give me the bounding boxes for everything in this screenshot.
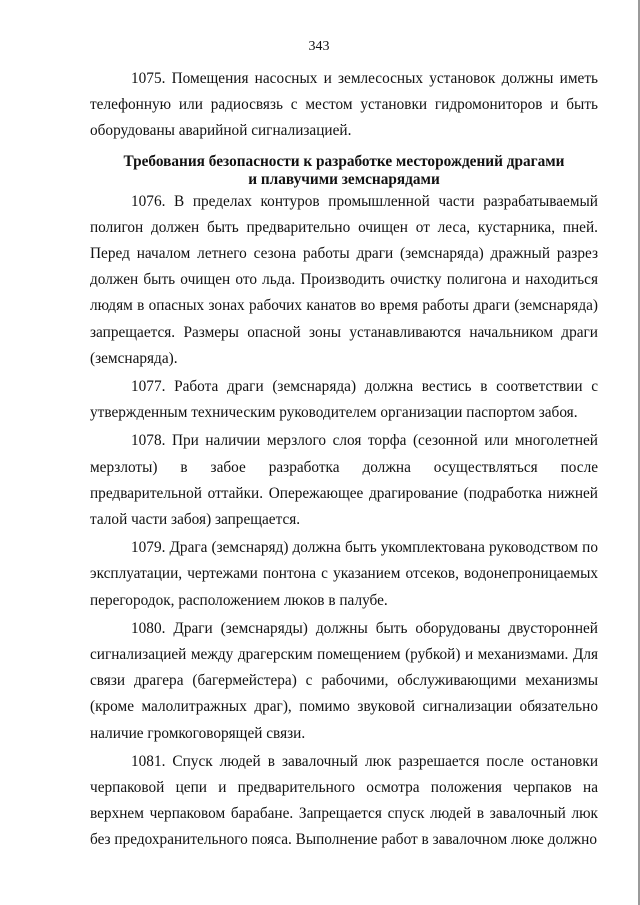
section-heading-line-2: и плавучими земснарядами: [248, 170, 440, 188]
paragraph-1077: 1077. Работа драги (земснаряда) должна вестись в соответствии с утвержденным техническим руководителем организации паспортом забоя.: [90, 378, 598, 422]
paragraph-1079: 1079. Драга (земснаряд) должна быть укомплектована руководством по эксплуатации, чертежами понтона с указанием отсеков, водонепроницаемых перегородок, расположением люков в палубе.: [90, 539, 598, 609]
section-heading: [90, 153, 598, 189]
paragraph-1076: 1076. В пределах контуров промышленной части разрабатываемый полигон должен быть предварительно очищен от леса, кустарника, пней. Перед началом летнего сезона работы драги (земснаряда) дражный разрез должен быть очищен ото льда. Производить очистку полигона и находиться людям в опасных зонах рабочих канатов во время работы драги (земснаряда) запрещается. Размеры опасной зоны устанавливаются начальником драги (земснаряда).: [90, 192, 598, 367]
paragraph-1080: 1080. Драги (земснаряды) должны быть оборудованы двусторонней сигнализацией между драгерским помещением (рубкой) и механизмами. Для связи драгера (багермейстера) с рабочими, обслуживающими механизмы (кроме малолитражных драг), помимо звуковой сигнализации обязательно наличие громкоговорящей связи.: [90, 619, 598, 742]
paragraph-1078: 1078. При наличии мерзлого слоя торфа (сезонной или многолетней мерзлоты) в забое разработка должна осуществляться после предварительной оттайки. Опережающее драгирование (подработка нижней талой части забоя) запрещается.: [90, 432, 598, 529]
paragraph-1075: 1075. Помещения насосных и землесосных установок должны иметь телефонную или радиосвязь с местом установки гидромониторов и быть оборудованы аварийной сигнализацией.: [90, 70, 598, 140]
paragraph-1081: 1081. Спуск людей в завалочный люк разрешается после остановки черпаковой цепи и предварительного осмотра положения черпаков на верхнем черпаковом барабане. Запрещается спуск людей в завалочный люк без предохранительного пояса. Выполнение работ в завалочном люке должно: [90, 752, 598, 849]
page-number: 343: [308, 39, 330, 54]
section-heading-line-1: Требования безопасности к разработке месторождений драгами: [123, 152, 565, 170]
page-body: [90, 66, 598, 856]
